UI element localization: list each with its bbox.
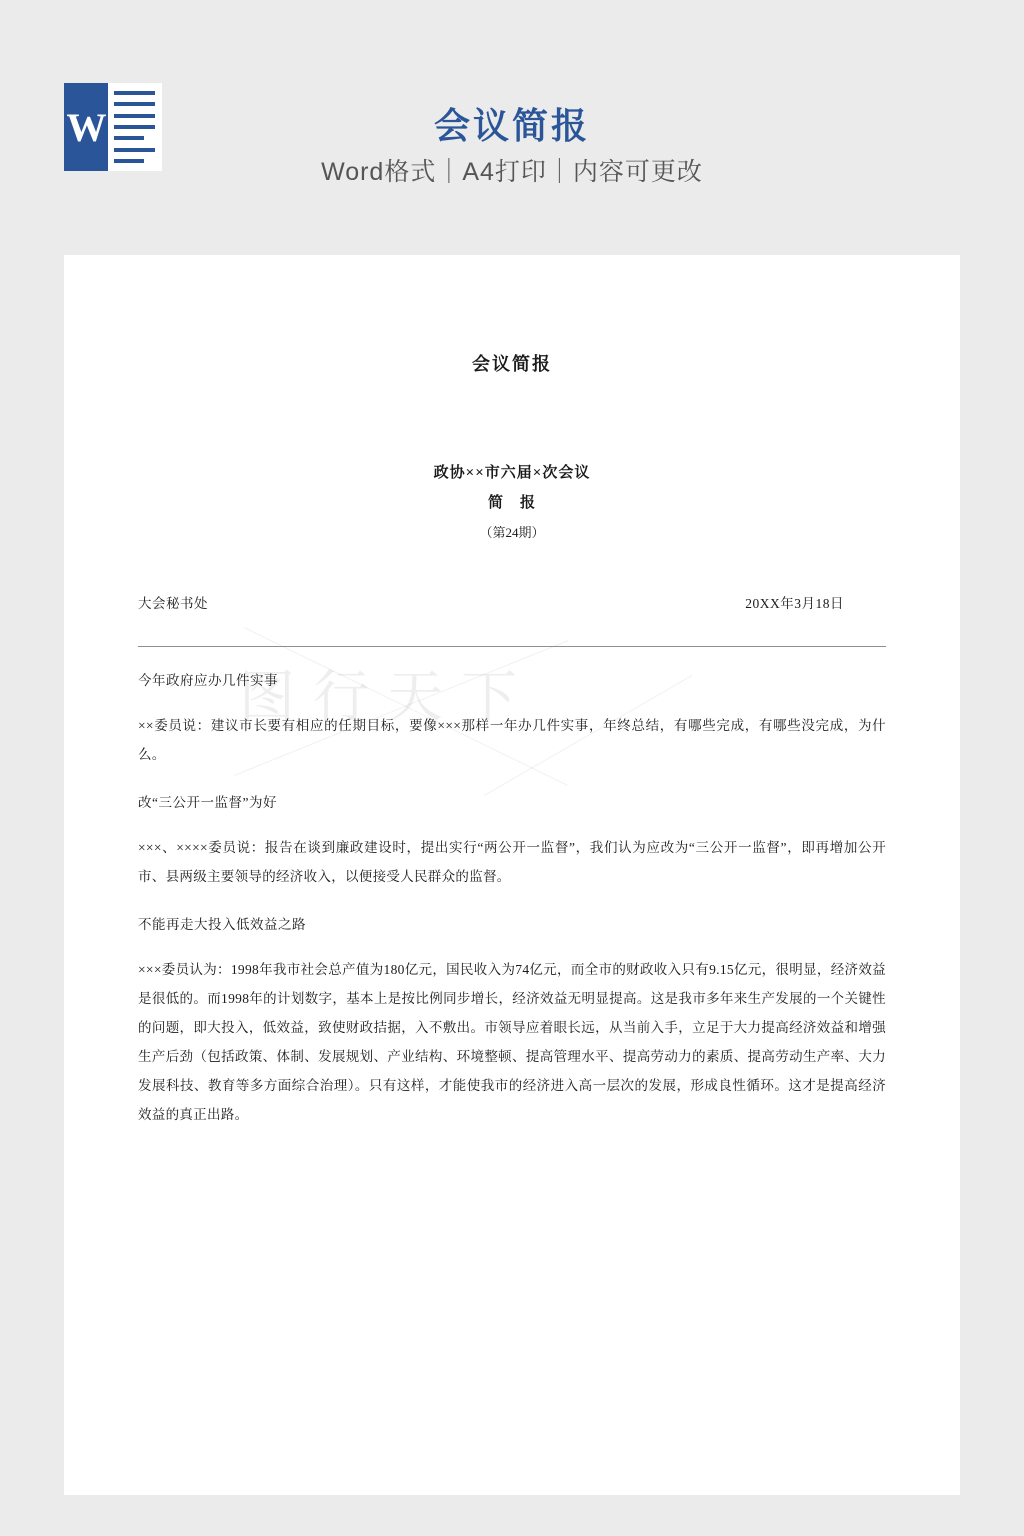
section-body-2: ×××、××××委员说：报告在谈到廉政建设时，提出实行“两公开一监督”，我们认为应改为“三公开一监督”，即再增加公开市、县两级主要领导的经济收入，以便接受人民群众的监督。 — [138, 840, 886, 884]
document-type-line: 简 报 — [487, 495, 536, 511]
issue-number-line: （第24期） — [479, 525, 545, 540]
section-heading-3: 不能再走大投入低效益之路 — [138, 917, 306, 932]
document-title: 会议简报 — [472, 354, 552, 374]
section-heading-1: 今年政府应办几件实事 — [138, 673, 278, 688]
issuer-label: 大会秘书处 — [138, 596, 208, 611]
word-logo-letter: W — [64, 83, 108, 171]
title-spacer — [138, 382, 886, 458]
section-body-3: ×××委员认为：1998年我市社会总产值为180亿元，国民收入为74亿元，而全市的财政收入只有9.15亿元，很明显，经济效益是很低的。而1998年的计划数字，基本上是按比例同步增长，经济效益无明显提高。这是我市多年来生产发展的一个关键性的问题，即大投入，低效益，致使财政拮据，入不敷出。市领导应着眼长远，从当前入手，立足于大力提高经济效益和增强生产后劲（包括政策、体制、发展规划、产业结构、环境整顿、提高管理水平、提高劳动力的素质、提高劳动生产率、大力发展科技、教育等多方面综合治理）。只有这样，才能使我市的经济进入高一层次的发展，形成良性循环。这才是提高经济效益的真正出路。 — [138, 962, 886, 1122]
logo-line — [114, 91, 155, 95]
document-meta-row — [138, 592, 886, 612]
conference-org-line: 政协××市六届×次会议 — [433, 465, 591, 481]
date-label: 20XX年3月18日 — [745, 596, 844, 611]
banner-title: 会议简报 — [433, 105, 590, 146]
watermark-text: 图行天下 — [239, 667, 535, 729]
section-heading-2: 改“三公开一监督”为好 — [138, 795, 277, 810]
banner-subtitle: Word格式｜A4打印｜内容可更改 — [321, 158, 703, 186]
document-page — [64, 255, 960, 1495]
document-body — [64, 255, 960, 1495]
section-body-1: ××委员说：建议市长要有相应的任期目标，要像×××那样一年办几件实事，年终总结，有哪些完成，有哪些没完成，为什么。 — [138, 718, 886, 762]
header-banner — [0, 0, 1024, 255]
horizontal-divider — [138, 646, 886, 647]
